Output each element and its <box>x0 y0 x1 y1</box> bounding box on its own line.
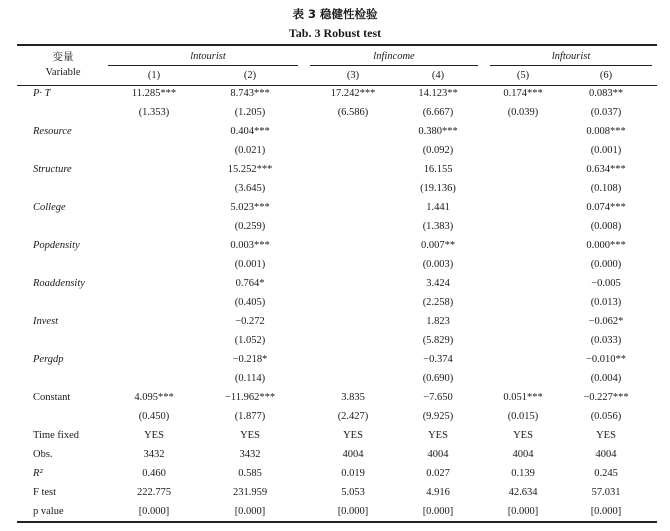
stat-value: 222.775 <box>136 487 172 498</box>
stat-value: YES <box>240 430 260 441</box>
coefficient-cell: 3.424 <box>426 278 450 289</box>
variable-header-en: Variable <box>45 67 81 78</box>
coefficient-cell: −0.062* <box>588 316 624 327</box>
std-error-cell: (6.586) <box>337 107 369 118</box>
std-error-cell: (0.114) <box>234 373 266 384</box>
coefficient-cell: 0.764* <box>235 278 265 289</box>
std-error-cell: (0.033) <box>590 335 622 346</box>
stat-value: 57.031 <box>591 487 621 498</box>
stat-value: 4004 <box>427 449 449 460</box>
coefficient-cell: 0.007** <box>420 240 456 251</box>
table-caption-chinese: 表 3 稳健性检验 <box>292 7 378 21</box>
coefficient-cell: −0.005 <box>591 278 621 289</box>
std-error-cell: (0.015) <box>507 411 539 422</box>
header-rule <box>17 85 657 86</box>
stat-value: [0.000] <box>422 506 454 517</box>
stat-label: F test <box>33 487 57 498</box>
stat-label: Obs. <box>33 449 53 460</box>
std-error-cell: (0.056) <box>590 411 622 422</box>
coefficient-cell: 0.000*** <box>586 240 626 251</box>
stat-value: 5.053 <box>341 487 365 498</box>
row-label: College <box>33 202 66 213</box>
group-rule-lntourist <box>108 65 298 66</box>
row-label: Resource <box>33 126 72 137</box>
coefficient-cell: −0.374 <box>423 354 453 365</box>
std-error-cell: (3.645) <box>234 183 266 194</box>
row-label: Invest <box>33 316 59 327</box>
stat-value: [0.000] <box>507 506 539 517</box>
stat-value: 0.027 <box>426 468 450 479</box>
std-error-cell: (1.205) <box>234 107 266 118</box>
coefficient-cell: 11.285*** <box>131 88 177 99</box>
std-error-cell: (0.259) <box>234 221 266 232</box>
coefficient-cell: 8.743*** <box>230 88 270 99</box>
coefficient-cell: −0.272 <box>235 316 265 327</box>
top-rule <box>17 44 657 46</box>
coefficient-cell: 0.008*** <box>586 126 626 137</box>
row-label: Popdensity <box>33 240 80 251</box>
stat-value: 42.634 <box>508 487 538 498</box>
std-error-cell: (0.039) <box>507 107 539 118</box>
coefficient-cell: −0.227*** <box>583 392 629 403</box>
group-header-lnfincome: lnfincome <box>373 51 415 62</box>
std-error-cell: (0.108) <box>590 183 622 194</box>
coefficient-cell: −0.218* <box>232 354 268 365</box>
column-header: (6) <box>599 70 613 81</box>
column-header: (3) <box>346 70 360 81</box>
stat-value: 4004 <box>342 449 364 460</box>
coefficient-cell: 0.634*** <box>586 164 626 175</box>
coefficient-cell: 0.083** <box>588 88 624 99</box>
coefficient-cell: 0.380*** <box>418 126 458 137</box>
stat-value: 3432 <box>239 449 261 460</box>
stat-value: YES <box>144 430 164 441</box>
stat-value: [0.000] <box>337 506 369 517</box>
bottom-rule <box>17 521 657 523</box>
row-label: Constant <box>33 392 71 403</box>
stat-value: YES <box>596 430 616 441</box>
column-header: (2) <box>243 70 257 81</box>
std-error-cell: (0.013) <box>590 297 622 308</box>
coefficient-cell: 4.095*** <box>134 392 174 403</box>
stat-value: 0.460 <box>142 468 166 479</box>
coefficient-cell: 1.823 <box>426 316 450 327</box>
std-error-cell: (1.353) <box>138 107 170 118</box>
coefficient-cell: 3.835 <box>341 392 365 403</box>
coefficient-cell: 17.242*** <box>330 88 376 99</box>
std-error-cell: (0.003) <box>422 259 454 270</box>
std-error-cell: (0.008) <box>590 221 622 232</box>
std-error-cell: (6.667) <box>422 107 454 118</box>
row-label: Structure <box>33 164 72 175</box>
coefficient-cell: −0.010** <box>585 354 627 365</box>
stat-value: YES <box>343 430 363 441</box>
std-error-cell: (0.004) <box>590 373 622 384</box>
std-error-cell: (0.450) <box>138 411 170 422</box>
stat-value: YES <box>428 430 448 441</box>
coefficient-cell: −7.650 <box>423 392 453 403</box>
group-header-lnftourist: lnftourist <box>551 51 591 62</box>
std-error-cell: (0.037) <box>590 107 622 118</box>
std-error-cell: (0.001) <box>234 259 266 270</box>
std-error-cell: (2.427) <box>337 411 369 422</box>
std-error-cell: (1.877) <box>234 411 266 422</box>
group-header-lntourist: lntourist <box>190 51 226 62</box>
stat-value: [0.000] <box>234 506 266 517</box>
stat-value: 4.916 <box>426 487 450 498</box>
std-error-cell: (0.001) <box>590 145 622 156</box>
stat-value: 0.585 <box>238 468 262 479</box>
stat-value: 3432 <box>143 449 165 460</box>
stat-value: [0.000] <box>138 506 170 517</box>
std-error-cell: (0.690) <box>422 373 454 384</box>
std-error-cell: (2.258) <box>422 297 454 308</box>
stat-value: [0.000] <box>590 506 622 517</box>
stat-value: YES <box>513 430 533 441</box>
std-error-cell: (9.925) <box>422 411 454 422</box>
stat-label: p value <box>33 506 64 517</box>
coefficient-cell: 0.174*** <box>503 88 543 99</box>
stat-value: 0.245 <box>594 468 618 479</box>
coefficient-cell: 0.051*** <box>503 392 543 403</box>
stat-value: 231.959 <box>232 487 268 498</box>
std-error-cell: (19.136) <box>420 183 456 194</box>
coefficient-cell: 5.023*** <box>230 202 270 213</box>
row-label: Pergdp <box>33 354 64 365</box>
stat-label: Time fixed <box>33 430 79 441</box>
stat-label: R² <box>33 468 43 479</box>
stat-value: 4004 <box>595 449 617 460</box>
coefficient-cell: 0.404*** <box>230 126 270 137</box>
coefficient-cell: −11.962*** <box>224 392 276 403</box>
group-rule-lnftourist <box>490 65 652 66</box>
std-error-cell: (0.092) <box>422 145 454 156</box>
table-caption-english: Tab. 3 Robust test <box>288 26 382 40</box>
coefficient-cell: 0.003*** <box>230 240 270 251</box>
variable-header-zh: 变量 <box>52 51 74 63</box>
std-error-cell: (0.021) <box>234 145 266 156</box>
coefficient-cell: 0.074*** <box>586 202 626 213</box>
stat-value: 0.019 <box>341 468 365 479</box>
column-header: (4) <box>431 70 445 81</box>
coefficient-cell: 14.123** <box>418 88 458 99</box>
std-error-cell: (5.829) <box>422 335 454 346</box>
coefficient-cell: 1.441 <box>426 202 450 213</box>
coefficient-cell: 16.155 <box>423 164 453 175</box>
std-error-cell: (1.383) <box>422 221 454 232</box>
stat-value: 0.139 <box>511 468 535 479</box>
std-error-cell: (1.052) <box>234 335 266 346</box>
std-error-cell: (0.405) <box>234 297 266 308</box>
row-label: P· T <box>33 88 51 99</box>
coefficient-cell: 15.252*** <box>227 164 273 175</box>
stat-value: 4004 <box>512 449 534 460</box>
group-rule-lnfincome <box>310 65 478 66</box>
column-header: (1) <box>147 70 161 81</box>
column-header: (5) <box>516 70 530 81</box>
std-error-cell: (0.000) <box>590 259 622 270</box>
row-label: Roaddensity <box>33 278 85 289</box>
